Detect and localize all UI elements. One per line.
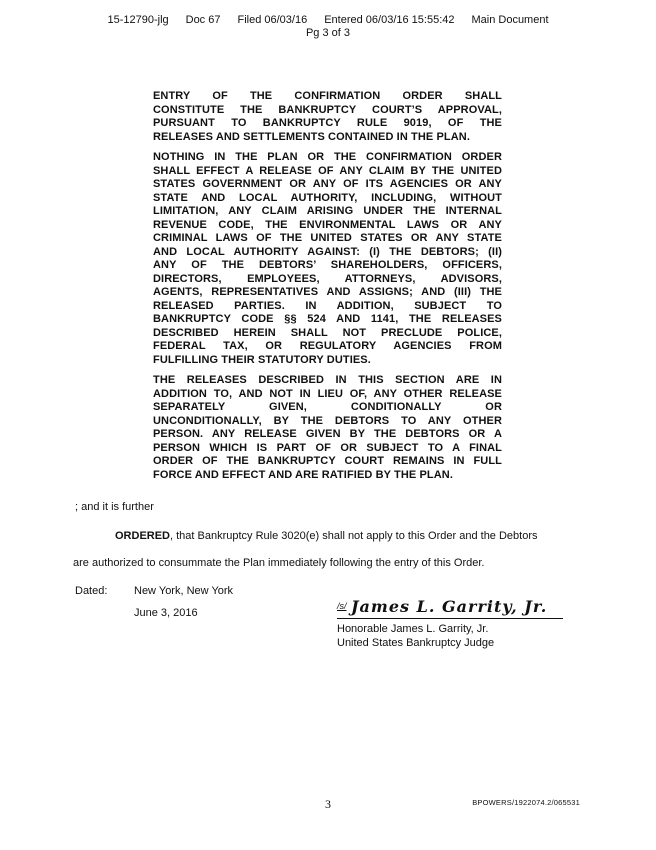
paragraph-line: RELEASED PARTIES. IN ADDITION, SUBJECT TO — [153, 299, 502, 312]
esignature-prefix: /s/ — [337, 601, 347, 611]
ordered-paragraph — [73, 530, 579, 569]
page-number: 3 — [325, 797, 331, 811]
paragraph-line: PERSON WHICH IS PART OF OR SUBJECT TO A FINAL — [153, 441, 502, 454]
case-number: 15-12790-jlg — [107, 14, 169, 26]
doc-number: Doc 67 — [185, 14, 221, 26]
paragraph-line: DIRECTORS, EMPLOYEES, ATTORNEYS, ADVISORS, — [153, 272, 502, 285]
paragraph-line: FEDERAL TAX, OR REGULATORY AGENCIES FROM — [153, 340, 502, 352]
continuation-clause: ; and it is further — [75, 501, 154, 513]
signature-block — [337, 597, 563, 650]
ordered-line-2: are authorized to consummate the Plan immediately following the entry of this Order. — [73, 557, 485, 569]
ordered-line1-rest: , that Bankruptcy Rule 3020(e) shall not apply to this Order and the Debtors — [170, 530, 538, 542]
page-info: Pg 3 of 3 — [305, 27, 351, 39]
paragraph-line: PURSUANT TO BANKRUPTCY RULE 9019, OF THE — [153, 117, 502, 129]
paragraph-line: ANY OF THE DEBTORS’ SHAREHOLDERS, OFFICERS, — [153, 259, 502, 271]
ordered-keyword: ORDERED — [115, 530, 171, 542]
paragraph-line: RELEASES AND SETTLEMENTS CONTAINED IN THE PLAN. — [153, 130, 470, 143]
order-body-block — [153, 90, 502, 489]
paragraph-line: STATES GOVERNMENT OR ANY OF ITS AGENCIES OR ANY — [153, 178, 502, 190]
signature-line — [337, 597, 563, 619]
esignature-name: James L. Garrity, Jr. — [350, 597, 548, 616]
ordered-line-1 — [73, 530, 579, 542]
paragraph-releases-additional — [153, 374, 502, 482]
ecf-header-line1 — [0, 14, 656, 27]
paragraph-government-claims — [153, 151, 502, 367]
paragraph-line: DESCRIBED HEREIN SHALL NOT PRECLUDE POLICE, — [153, 326, 502, 339]
paragraph-line: REVENUE CODE, THE ENVIRONMENTAL LAWS OR ANY — [153, 218, 502, 231]
paragraph-line: AND LOCAL AUTHORITY AGAINST: (I) THE DEBTORS; (II) — [153, 245, 502, 258]
judge-title: United States Bankruptcy Judge — [337, 636, 495, 649]
paragraph-line: LIMITATION, ANY CLAIM ARISING UNDER THE INTERNAL — [153, 205, 502, 217]
paragraph-line: ENTRY OF THE CONFIRMATION ORDER SHALL — [153, 90, 502, 102]
docket-code: BPOWERS/1922074.2/065531 — [472, 798, 580, 807]
dated-place: New York, New York — [134, 585, 234, 597]
paragraph-line: STATE AND LOCAL AUTHORITY, INCLUDING, WITHOUT — [153, 191, 502, 204]
paragraph-line: BANKRUPTCY CODE §§ 524 AND 1141, THE RELEASES — [153, 313, 502, 325]
paragraph-line: FULFILLING THEIR STATUTORY DUTIES. — [153, 353, 371, 366]
paragraph-releases-approval — [153, 90, 502, 144]
paragraph-line: ADDITION TO, AND NOT IN LIEU OF, ANY OTHER RELEASE — [153, 387, 502, 400]
document-type: Main Document — [471, 14, 549, 26]
paragraph-line: FORCE AND EFFECT AND ARE RATIFIED BY THE PLAN. — [153, 468, 453, 481]
paragraph-line: NOTHING IN THE PLAN OR THE CONFIRMATION ORDER — [153, 151, 502, 163]
paragraph-line: UNCONDITIONALLY, BY THE DEBTORS TO ANY OTHER — [153, 414, 502, 427]
filed-date: Filed 06/03/16 — [237, 14, 308, 26]
paragraph-line: THE RELEASES DESCRIBED IN THIS SECTION ARE IN — [153, 374, 502, 386]
dated-date: June 3, 2016 — [134, 607, 198, 619]
entered-timestamp: Entered 06/03/16 15:55:42 — [324, 14, 455, 26]
paragraph-line: CONSTITUTE THE BANKRUPTCY COURT’S APPROVAL, — [153, 103, 502, 116]
paragraph-line: CRIMINAL LAWS OF THE UNITED STATES OR ANY STATE — [153, 232, 502, 244]
ecf-header — [0, 14, 656, 40]
paragraph-line: AGENTS, REPRESENTATIVES AND ASSIGNS; AND (III) THE — [153, 286, 502, 298]
paragraph-line: SEPARATELY GIVEN, CONDITIONALLY OR — [153, 401, 502, 413]
paragraph-line: PERSON. ANY RELEASE GIVEN BY THE DEBTORS OR A — [153, 428, 502, 440]
paragraph-line: SHALL EFFECT A RELEASE OF ANY CLAIM BY THE UNITED — [153, 164, 502, 177]
judge-name: Honorable James L. Garrity, Jr. — [337, 623, 489, 635]
paragraph-line: ORDER OF THE BANKRUPTCY COURT REMAINS IN FULL — [153, 455, 502, 467]
dated-label: Dated: — [75, 585, 108, 597]
